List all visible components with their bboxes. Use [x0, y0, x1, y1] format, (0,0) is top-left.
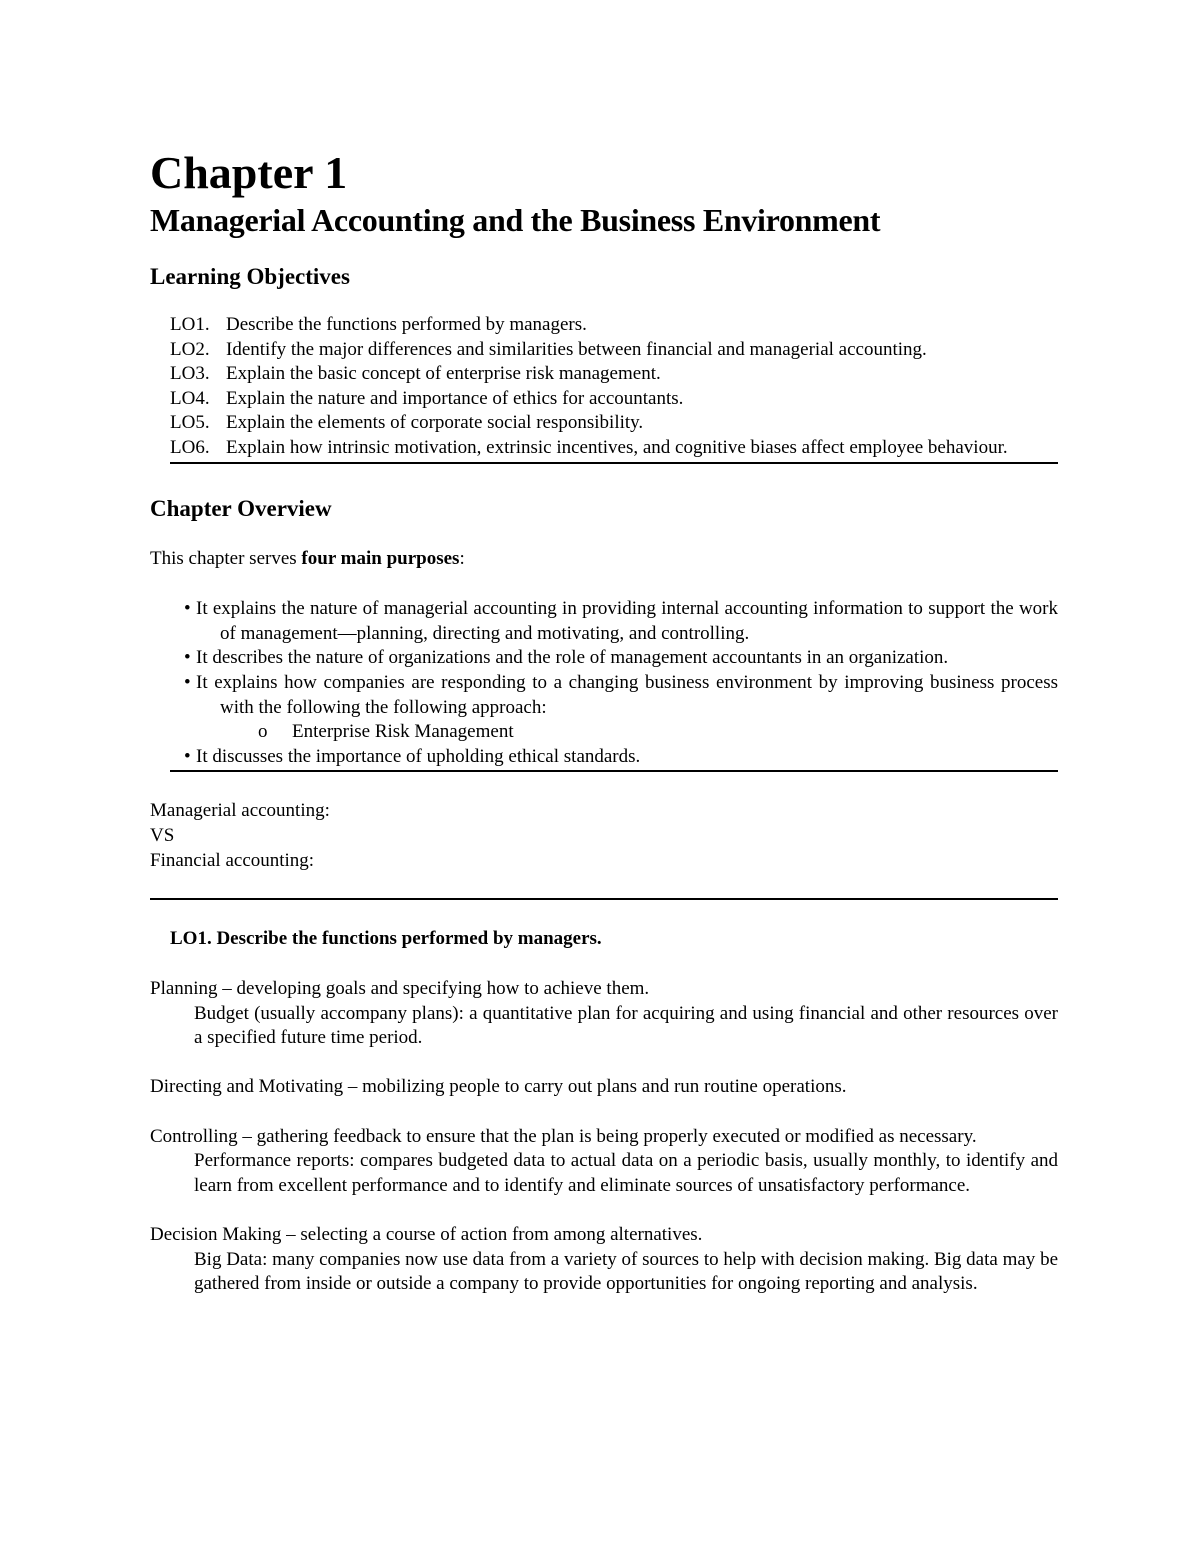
bullet-icon: • [184, 647, 191, 669]
managerial-accounting-label: Managerial accounting: [150, 800, 330, 822]
learning-objective-item [150, 313, 1058, 338]
objective-text: Explain the elements of corporate social responsibility. [226, 412, 644, 434]
big-data-paragraph: Big Data: many companies now use data from a variety of sources to help with decision making. Big data may be gathered from inside or outside a company to provide opportunities for ongoing reporting and analysis. [194, 1248, 1058, 1295]
intro-suffix: : [459, 547, 465, 569]
purpose-item [150, 671, 1058, 720]
planning-paragraph: Planning – developing goals and specifying how to achieve them. [150, 978, 650, 1000]
comparison-block [150, 799, 1058, 873]
intro-emphasis: four main purposes [301, 547, 460, 569]
lo1-body [150, 977, 1058, 1297]
learning-objectives-heading: Learning Objectives [150, 264, 350, 289]
learning-objective-item [150, 411, 1058, 436]
bullet-icon: • [184, 598, 191, 620]
objective-text: Describe the functions performed by managers. [226, 314, 587, 335]
objective-code: LO5. [170, 412, 210, 434]
purposes-list [150, 597, 1058, 769]
sub-item-text: Enterprise Risk Management [292, 721, 514, 743]
directing-paragraph: Directing and Motivating – mobilizing people to carry out plans and run routine operations. [150, 1076, 847, 1098]
performance-reports-paragraph: Performance reports: compares budgeted data to actual data on a periodic basis, usually monthly, to identify and learn from excellent performance and to identify and eliminate sources of unsatisfactory performance. [194, 1150, 1058, 1196]
objective-text: Explain the basic concept of enterprise risk management. [226, 363, 661, 385]
purpose-text: It explains the nature of managerial accounting in providing internal accounting information to support the work of management—planning, directing and motivating, and controlling. [196, 598, 1058, 644]
objective-code: LO2. [170, 338, 210, 360]
overview-intro [150, 547, 1058, 572]
page-content [150, 146, 1058, 1297]
learning-objectives-list [150, 313, 1058, 461]
intro-prefix: This chapter serves [150, 547, 302, 569]
objective-code: LO1. [170, 314, 210, 335]
purpose-text: It discusses the importance of upholding ethical standards. [196, 745, 641, 767]
objective-text: Explain how intrinsic motivation, extrinsic incentives, and cognitive biases affect employee behaviour. [226, 436, 1008, 458]
objective-text: Identify the major differences and similarities between financial and managerial accounting. [226, 338, 927, 360]
section-divider [170, 462, 1058, 464]
learning-objective-item [150, 387, 1058, 412]
financial-accounting-label: Financial accounting: [150, 849, 315, 871]
learning-objective-item [150, 338, 1058, 363]
section-divider [150, 898, 1058, 900]
sub-bullet-icon: o [258, 721, 268, 743]
objective-code: LO6. [170, 436, 210, 458]
chapter-title: Chapter 1 [150, 147, 348, 198]
lo1-heading: LO1. Describe the functions performed by managers. [170, 928, 602, 950]
objective-code: LO4. [170, 387, 210, 409]
purpose-text: It explains how companies are responding to a changing business environment by improving business process with the following the following approach: [196, 671, 1058, 718]
purpose-sub-item [150, 720, 1058, 745]
objective-text: Explain the nature and importance of ethics for accountants. [226, 387, 684, 409]
objective-code: LO3. [170, 363, 210, 385]
decision-making-paragraph: Decision Making – selecting a course of action from among alternatives. [150, 1224, 703, 1246]
chapter-subtitle: Managerial Accounting and the Business Environment [150, 202, 881, 238]
budget-paragraph: Budget (usually accompany plans): a quantitative plan for acquiring and using financial and other resources over a specified future time period. [194, 1002, 1058, 1049]
learning-objective-item [150, 362, 1058, 387]
versus-label: VS [150, 824, 175, 846]
purpose-item [150, 597, 1058, 646]
purpose-text: It describes the nature of organizations and the role of management accountants in an organization. [196, 647, 949, 669]
controlling-paragraph: Controlling – gathering feedback to ensure that the plan is being properly executed or modified as necessary. [150, 1125, 977, 1147]
section-divider [170, 770, 1058, 772]
learning-objective-item [150, 436, 1058, 461]
purpose-item [150, 745, 1058, 770]
bullet-icon: • [184, 745, 191, 767]
chapter-overview-heading: Chapter Overview [150, 495, 332, 521]
purpose-item [150, 646, 1058, 671]
bullet-icon: • [184, 671, 191, 693]
